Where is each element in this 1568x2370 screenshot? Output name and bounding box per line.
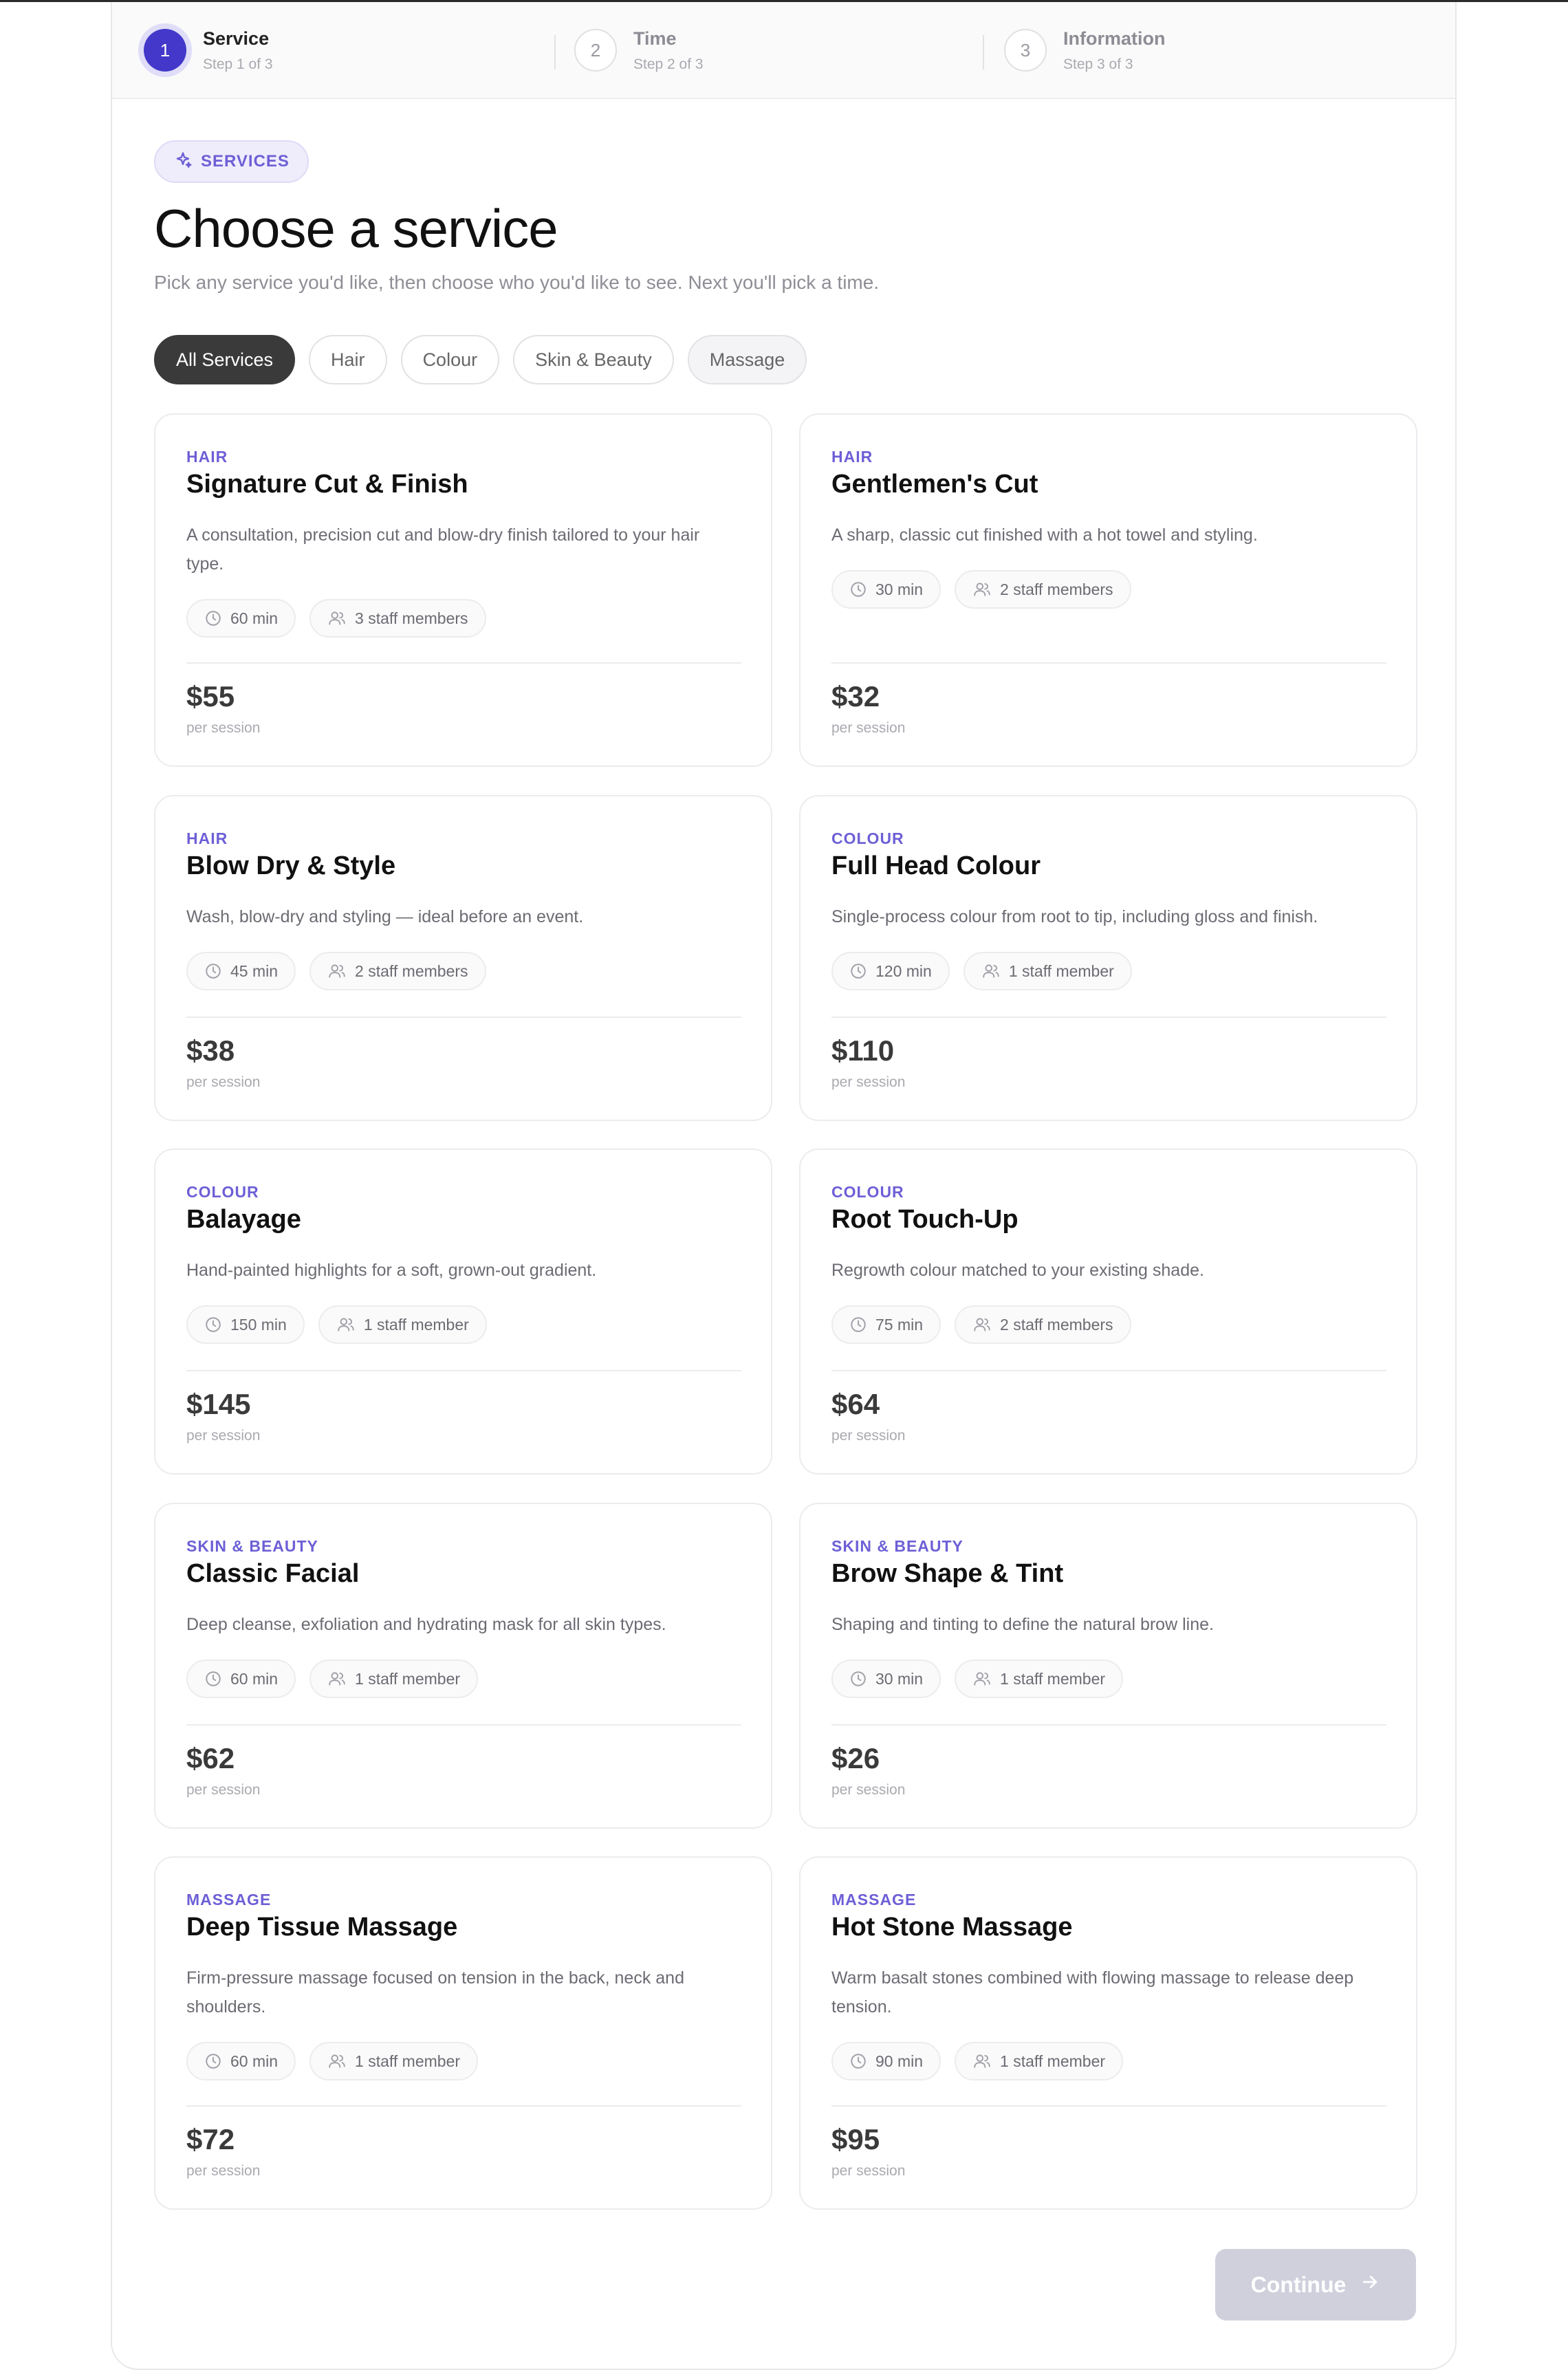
price-unit: per session	[831, 1074, 906, 1090]
price-unit: per session	[186, 1782, 261, 1798]
staff-text: 1 staff member	[363, 1315, 469, 1334]
clock-icon	[849, 962, 867, 980]
service-description: A consultation, precision cut and blow-dry finish tailored to your hair type.	[186, 525, 700, 574]
service-meta	[831, 570, 1131, 609]
service-card[interactable]	[154, 795, 772, 1121]
service-card[interactable]	[154, 413, 772, 767]
duration-chip	[831, 2042, 941, 2080]
clock-icon	[204, 1316, 222, 1334]
page-title: Choose a service	[154, 198, 558, 259]
staff-text: 1 staff member	[1000, 1669, 1106, 1688]
card-divider	[186, 1017, 741, 1018]
users-icon	[972, 1316, 992, 1334]
duration-text: 120 min	[875, 961, 932, 980]
step-sub: Step 1 of 3	[203, 56, 273, 72]
service-meta	[186, 2042, 478, 2080]
service-price: $32	[831, 680, 880, 713]
service-price: $64	[831, 1388, 880, 1420]
users-icon	[972, 1670, 992, 1688]
clock-icon	[849, 580, 867, 598]
service-price: $145	[186, 1388, 251, 1420]
service-price: $72	[186, 2123, 235, 2155]
duration-chip	[186, 1660, 296, 1698]
clock-icon	[849, 1670, 867, 1688]
service-meta	[186, 952, 486, 990]
service-meta	[831, 952, 1132, 990]
staff-text: 1 staff member	[1000, 2052, 1106, 2070]
card-divider	[831, 1017, 1386, 1018]
price-unit: per session	[831, 1782, 906, 1798]
duration-text: 60 min	[230, 2052, 279, 2070]
step-number: 1	[144, 29, 186, 72]
staff-text: 2 staff members	[1000, 580, 1113, 598]
price-unit: per session	[831, 720, 906, 736]
card-divider	[831, 662, 1386, 664]
clock-icon	[204, 962, 222, 980]
step-time[interactable]	[574, 23, 704, 78]
duration-text: 45 min	[230, 961, 279, 980]
service-category: SKIN & BEAUTY	[831, 1537, 963, 1555]
service-meta	[831, 2042, 1123, 2080]
service-description: Hand-painted highlights for a soft, grown-out gradient.	[186, 1261, 597, 1280]
users-icon	[327, 962, 347, 980]
clock-icon	[204, 1670, 222, 1688]
users-icon	[327, 1670, 347, 1688]
staff-chip	[955, 2042, 1123, 2080]
step-divider	[554, 35, 556, 69]
service-name: Signature Cut & Finish	[186, 470, 468, 499]
service-category: HAIR	[186, 829, 228, 847]
service-description: Wash, blow-dry and styling — ideal before an event.	[186, 907, 584, 926]
service-name: Balayage	[186, 1205, 301, 1234]
step-information[interactable]	[1004, 23, 1166, 78]
service-category: SKIN & BEAUTY	[186, 1537, 318, 1555]
staff-chip	[309, 599, 486, 638]
service-description: A sharp, classic cut finished with a hot towel and styling.	[831, 525, 1258, 545]
service-name: Root Touch-Up	[831, 1205, 1019, 1234]
card-divider	[831, 1724, 1386, 1726]
staff-chip	[309, 952, 486, 990]
filter-all-services[interactable]: All Services	[154, 335, 295, 384]
staff-text: 3 staff members	[355, 609, 468, 627]
step-number: 3	[1004, 29, 1047, 72]
duration-chip	[831, 570, 941, 609]
service-description: Firm-pressure massage focused on tension in the back, neck and shoulders.	[186, 1968, 684, 2016]
service-description: Deep cleanse, exfoliation and hydrating mask for all skin types.	[186, 1615, 666, 1634]
price-unit: per session	[831, 2163, 906, 2179]
service-category: COLOUR	[831, 829, 904, 847]
service-name: Full Head Colour	[831, 851, 1041, 880]
arrow-right-icon	[1360, 2272, 1380, 2298]
continue-button[interactable]	[1215, 2249, 1416, 2320]
badge-label: SERVICES	[201, 152, 290, 171]
service-card[interactable]	[799, 413, 1417, 767]
step-label: Information	[1063, 28, 1166, 49]
price-unit: per session	[186, 1074, 261, 1090]
clock-icon	[849, 2052, 867, 2070]
service-name: Blow Dry & Style	[186, 851, 396, 880]
service-meta	[186, 1660, 478, 1698]
duration-text: 30 min	[875, 580, 924, 598]
section-badge	[154, 140, 309, 183]
service-meta	[831, 1660, 1123, 1698]
service-price: $95	[831, 2123, 880, 2155]
step-sub: Step 3 of 3	[1063, 56, 1133, 72]
staff-chip	[309, 2042, 478, 2080]
staff-chip	[955, 1660, 1123, 1698]
service-description: Warm basalt stones combined with flowing massage to release deep tension.	[831, 1968, 1354, 2016]
duration-chip	[831, 1305, 941, 1344]
service-category: HAIR	[186, 448, 228, 466]
staff-text: 1 staff member	[355, 1669, 461, 1688]
price-unit: per session	[186, 1428, 261, 1444]
duration-text: 30 min	[875, 1669, 924, 1688]
service-meta	[186, 1305, 487, 1344]
service-category: COLOUR	[831, 1183, 904, 1201]
duration-chip	[831, 952, 950, 990]
staff-text: 2 staff members	[355, 961, 468, 980]
duration-chip	[831, 1660, 941, 1698]
service-category: MASSAGE	[831, 1891, 917, 1909]
duration-text: 90 min	[875, 2052, 924, 2070]
service-description: Regrowth colour matched to your existing shade.	[831, 1261, 1204, 1280]
clock-icon	[849, 1316, 867, 1334]
filter-hair[interactable]: Hair	[309, 335, 387, 384]
step-divider	[983, 35, 984, 69]
service-category: MASSAGE	[186, 1891, 272, 1909]
users-icon	[972, 580, 992, 598]
users-icon	[336, 1316, 356, 1334]
service-card[interactable]	[799, 1856, 1417, 2210]
service-price: $26	[831, 1742, 880, 1774]
card-divider	[186, 2105, 741, 2107]
card-divider	[831, 2105, 1386, 2107]
staff-chip	[955, 1305, 1131, 1344]
duration-text: 75 min	[875, 1315, 924, 1334]
duration-chip	[186, 952, 296, 990]
service-meta	[186, 599, 486, 638]
stepper	[112, 2, 1455, 99]
users-icon	[327, 609, 347, 627]
duration-text: 150 min	[230, 1315, 287, 1334]
service-card[interactable]	[799, 1149, 1417, 1475]
staff-chip	[318, 1305, 487, 1344]
service-price: $55	[186, 680, 235, 713]
step-sub: Step 2 of 3	[633, 56, 704, 72]
service-name: Deep Tissue Massage	[186, 1913, 458, 1942]
duration-chip	[186, 599, 296, 638]
step-service[interactable]	[144, 23, 273, 78]
service-price: $110	[831, 1034, 895, 1067]
staff-chip	[955, 570, 1131, 609]
staff-text: 1 staff member	[1008, 961, 1114, 980]
card-divider	[186, 662, 741, 664]
category-filters	[154, 335, 807, 384]
service-meta	[831, 1305, 1131, 1344]
staff-chip	[963, 952, 1132, 990]
service-description: Single-process colour from root to tip, including gloss and finish.	[831, 907, 1318, 926]
card-divider	[186, 1724, 741, 1726]
duration-chip	[186, 2042, 296, 2080]
staff-text: 2 staff members	[1000, 1315, 1113, 1334]
card-divider	[831, 1370, 1386, 1371]
service-name: Gentlemen's Cut	[831, 470, 1038, 499]
duration-chip	[186, 1305, 305, 1344]
service-description: Shaping and tinting to define the natural brow line.	[831, 1615, 1214, 1634]
step-label: Service	[203, 28, 270, 49]
card-divider	[186, 1370, 741, 1371]
staff-chip	[309, 1660, 478, 1698]
users-icon	[327, 2052, 347, 2070]
duration-text: 60 min	[230, 609, 279, 627]
service-name: Hot Stone Massage	[831, 1913, 1073, 1942]
staff-text: 1 staff member	[355, 2052, 461, 2070]
step-label: Time	[633, 28, 677, 49]
users-icon	[972, 2052, 992, 2070]
clock-icon	[204, 2052, 222, 2070]
service-name: Brow Shape & Tint	[831, 1559, 1064, 1588]
service-price: $62	[186, 1742, 235, 1774]
service-price: $38	[186, 1034, 235, 1067]
clock-icon	[204, 609, 222, 627]
service-category: COLOUR	[186, 1183, 259, 1201]
step-number: 2	[574, 29, 617, 72]
price-unit: per session	[186, 720, 261, 736]
continue-label: Continue	[1250, 2272, 1347, 2297]
page-subtitle: Pick any service you'd like, then choose who you'd like to see. Next you'll pick a time.	[154, 272, 880, 293]
price-unit: per session	[186, 2163, 261, 2179]
price-unit: per session	[831, 1428, 906, 1444]
booking-panel	[111, 2, 1457, 2370]
service-category: HAIR	[831, 448, 873, 466]
filter-massage[interactable]: Massage	[688, 335, 807, 384]
sparkle-icon	[173, 151, 193, 173]
filter-skin-beauty[interactable]: Skin & Beauty	[513, 335, 674, 384]
service-card[interactable]	[154, 1149, 772, 1475]
service-card[interactable]	[799, 795, 1417, 1121]
service-name: Classic Facial	[186, 1559, 360, 1588]
service-card[interactable]	[154, 1503, 772, 1829]
service-card[interactable]	[154, 1856, 772, 2210]
filter-colour[interactable]: Colour	[401, 335, 500, 384]
duration-text: 60 min	[230, 1669, 279, 1688]
users-icon	[981, 962, 1001, 980]
service-card[interactable]	[799, 1503, 1417, 1829]
